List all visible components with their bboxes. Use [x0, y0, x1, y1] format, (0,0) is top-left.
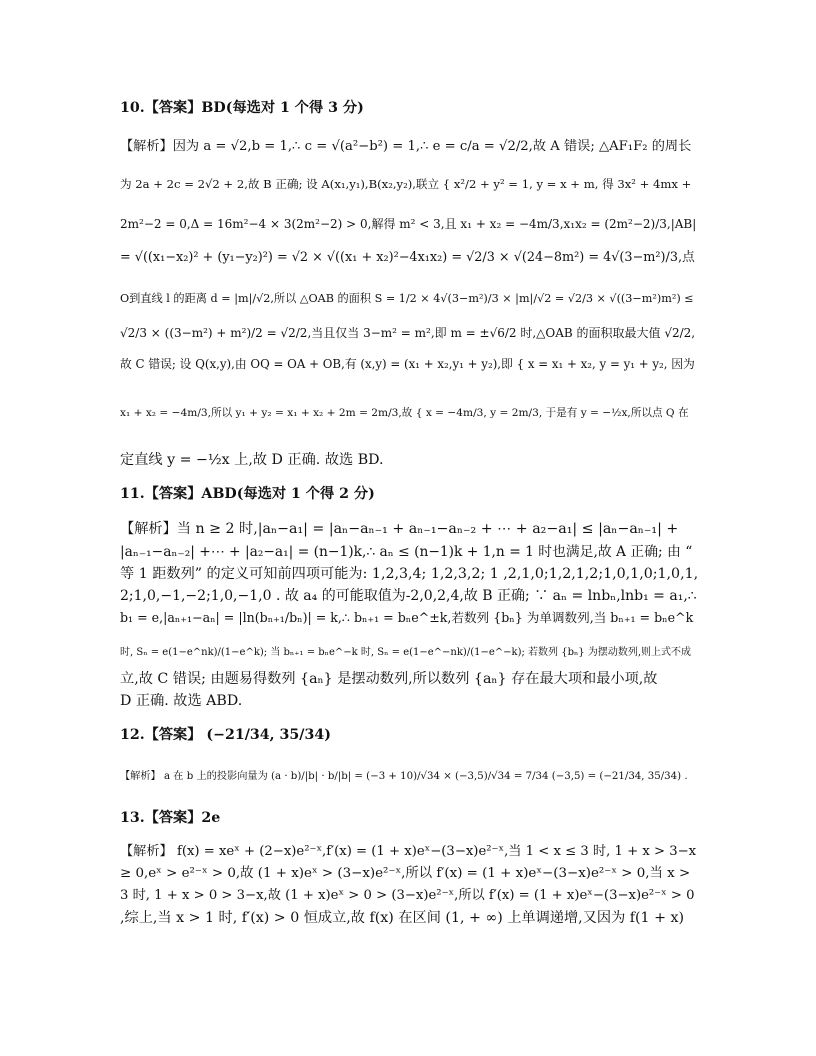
q10-analysis-line-4: = √((x₁−x₂)² + (y₁−y₂)²) = √2 × √((x₁ + x₂)²−4x₁x₂) = √2/3 × √(24−8m²) = 4√(3−m²)/3,点 [120, 250, 695, 265]
q13-analysis-line-3: 3 时, 1 + x > 0 > 3−x,故 (1 + x)eˣ > 0 > (3−x)e²⁻ˣ,所以 f′(x) = (1 + x)eˣ−(3−x)e²⁻ˣ > 0 [120, 888, 695, 903]
q11-analysis-line-6: 时, Sₙ = e(1−e^nk)/(1−e^k); 当 bₙ₊₁ = bₙe^−k 时, Sₙ = e(1−e^−nk)/(1−e^−k); 若数列 {bₙ} 为摆动数列,则上式不成 [120, 647, 692, 658]
q10-analysis-line-5: O到直线 l 的距离 d = |m|/√2,所以 △OAB 的面积 S = 1/2 × 4√(3−m²)/3 × |m|/√2 = √2/3 × √((3−m²)m²) ≤ [120, 292, 694, 305]
q10-analysis-line-3: 2m²−2 = 0,Δ = 16m²−4 × 3(2m²−2) > 0,解得 m² < 3,且 x₁ + x₂ = −4m/3,x₁x₂ = (2m²−2)/3,|AB| [120, 217, 697, 231]
q11-analysis-line-1: 【解析】当 n ≥ 2 时,|aₙ−a₁| = |aₙ−aₙ₋₁ + aₙ₋₁−aₙ₋₂ + ⋯ + a₂−a₁| ≤ |aₙ−aₙ₋₁| + [120, 521, 679, 537]
q10-analysis-line-1: 【解析】因为 a = √2,b = 1,∴ c = √(a²−b²) = 1,∴ e = c/a = √2/2,故 A 错误; △AF₁F₂ 的周长 [120, 139, 692, 154]
q12-analysis: 【解析】 a 在 b 上的投影向量为 (a · b)/|b| · b/|b| = (−3 + 10)/√34 × (−3,5)/√34 = 7/34 (−3,5) = (−21/34, 35/34) . [120, 771, 688, 782]
q11-analysis-line-3: 等 1 距数列” 的定义可知前四项可能为: 1,2,3,4; 1,2,3,2; 1 ,2,1,0;1,2,1,2;1,0,1,0;1,0,1, [120, 566, 698, 582]
q11-analysis-line-8: D 正确. 故选 ABD. [120, 693, 243, 709]
q10-analysis-line-9: 定直线 y = −½x 上,故 D 正确. 故选 BD. [120, 452, 384, 468]
q10-analysis-line-8: x₁ + x₂ = −4m/3,所以 y₁ + y₂ = x₁ + x₂ + 2m = 2m/3,故 { x = −4m/3, y = 2m/3, 于是有 y = −½x,所以点 Q 在 [120, 407, 689, 419]
q12-answer: 12.【答案】 (−21/34, 35/34) [120, 727, 331, 743]
q13-analysis-line-2: ≥ 0,eˣ > e²⁻ˣ > 0,故 (1 + x)eˣ > (3−x)e²⁻ˣ,所以 f′(x) = (1 + x)eˣ−(3−x)e²⁻ˣ > 0,当 x > [120, 866, 691, 881]
q10-answer: 10.【答案】BD(每选对 1 个得 3 分) [120, 100, 364, 116]
q11-analysis-line-5: b₁ = e,|aₙ₊₁−aₙ| = |ln(bₙ₊₁/bₙ)| = k,∴ bₙ₊₁ = bₙe^±k,若数列 {bₙ} 为单调数列,当 bₙ₊₁ = bₙe^k [120, 610, 694, 625]
q10-analysis-line-6: √2/3 × ((3−m²) + m²)/2 = √2/2,当且仅当 3−m² = m²,即 m = ±√6/2 时,△OAB 的面积取最大值 √2/2, [120, 326, 696, 340]
q10-analysis-line-7: 故 C 错误; 设 Q(x,y),由 OQ = OA + OB,有 (x,y) = (x₁ + x₂,y₁ + y₂),即 { x = x₁ + x₂, y = y₁ + y₂, 因为 [120, 357, 695, 371]
q10-analysis-line-2: 为 2a + 2c = 2√2 + 2,故 B 正确; 设 A(x₁,y₁),B(x₂,y₂),联立 { x²/2 + y² = 1, y = x + m, 得 3x² + 4mx + [120, 177, 692, 191]
q11-analysis-line-4: 2;1,0,−1,−2;1,0,−1,0 . 故 a₄ 的可能取值为-2,0,2,4,故 B 正确; ∵ aₙ = lnbₙ,lnb₁ = a₁,∴ [120, 588, 697, 604]
q13-analysis-line-1: 【解析】 f(x) = xeˣ + (2−x)e²⁻ˣ,f′(x) = (1 + x)eˣ−(3−x)e²⁻ˣ,当 1 < x ≤ 3 时, 1 + x > 3−x [120, 844, 697, 859]
q13-answer: 13.【答案】2e [120, 810, 221, 826]
q13-analysis-line-4: ,综上,当 x > 1 时, f′(x) > 0 恒成立,故 f(x) 在区间 (1, + ∞) 上单调递增,又因为 f(1 + x) [120, 910, 685, 926]
q11-answer: 11.【答案】ABD(每选对 1 个得 2 分) [120, 486, 375, 502]
q11-analysis-line-2: |aₙ₋₁−aₙ₋₂| +⋯ + |a₂−a₁| = (n−1)k,∴ aₙ ≤ (n−1)k + 1,n = 1 时也满足,故 A 正确; 由 “ [120, 544, 693, 560]
q11-analysis-line-7: 立,故 C 错误; 由题易得数列 {aₙ} 是摆动数列,所以数列 {aₙ} 存在最大项和最小项,故 [120, 671, 658, 687]
